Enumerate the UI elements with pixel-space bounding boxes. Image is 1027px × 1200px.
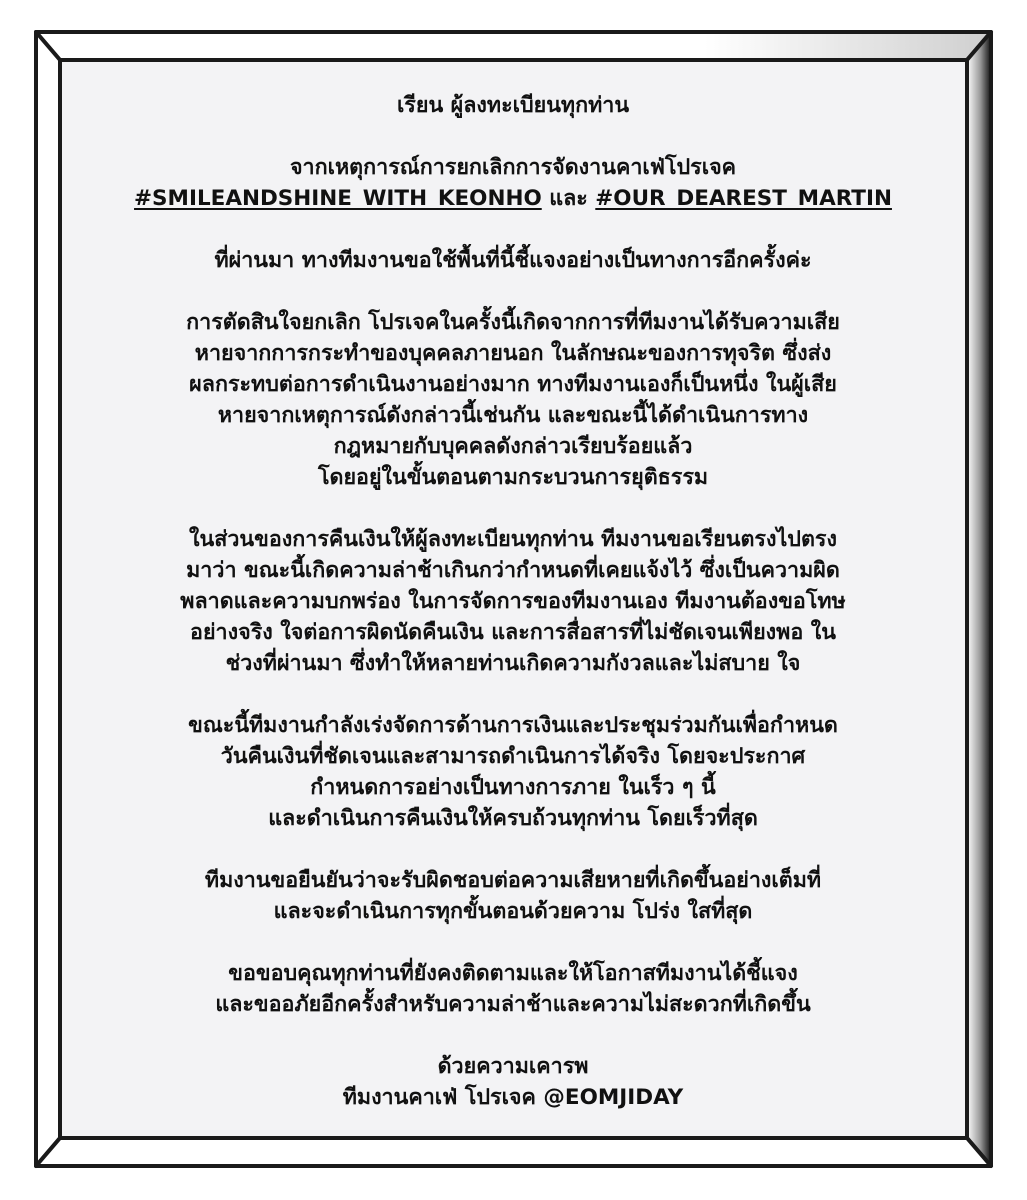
commitment-line: และจะดำเนินการทุกขั้นตอนด้วยความ โปร่ง ใสที่สุด (273, 899, 753, 924)
greeting: เรียน ผู้ลงทะเบียนทุกท่าน (396, 93, 630, 118)
reason-line: กฎหมายกับบุคคลดังกล่าวเรียบร้อยแล้ว (333, 434, 693, 459)
plan-paragraph (85, 710, 941, 834)
intro-paragraph (85, 152, 941, 214)
reason-line: หายจากเหตุการณ์ดังกล่าวนี้เช่นกัน และขณะนี้ได้ดำเนินการทาง (217, 403, 809, 428)
reason-line: โดยอยู่ในขั้นตอนตามกระบวนการยุติธรรม (317, 465, 709, 490)
reason-line: หายจากการกระทำของบุคคลภายนอก ในลักษณะของการทุจริต ซึ่งส่ง (194, 341, 832, 366)
refund-line: พลาดและความบกพร่อง ในการจัดการของทีมงานเอง ทีมงานต้องขอโทษ (180, 589, 846, 614)
signature-text: ทีมงานคาเฟ่ โปรเจค @EOMJIDAY (342, 1085, 684, 1110)
commitment-paragraph (85, 865, 941, 927)
hashtag-line (85, 183, 941, 214)
signature-block (85, 1051, 941, 1113)
refund-line: มาว่า ขณะนี้เกิดความล่าช้าเกินกว่ากำหนดที่เคยแจ้งไว้ ซึ่งเป็นความผิด (186, 558, 840, 583)
announcement-notice (59, 60, 967, 1138)
greeting-paragraph (85, 90, 941, 121)
refund-line: ช่วงที่ผ่านมา ซึ่งทำให้หลายท่านเกิดความกังวลและไม่สบาย ใจ (225, 651, 801, 676)
closing-text: ด้วยความเคารพ (437, 1054, 589, 1079)
intro-line: จากเหตุการณ์การยกเลิกการจัดงานคาเฟ่โปรเจค (289, 155, 737, 180)
hashtag-martin[interactable]: #OUR_DEAREST_MARTIN (595, 186, 892, 211)
plan-line: ขณะนี้ทีมงานกำลังเร่งจัดการด้านการเงินและประชุมร่วมกันเพื่อกำหนด (188, 713, 838, 738)
plan-line: วันคืนเงินที่ชัดเจนและสามารถดำเนินการได้จริง โดยจะประกาศ (220, 744, 806, 769)
conjunction-text: และ (541, 186, 596, 211)
purpose-line: ที่ผ่านมา ทางทีมงานขอใช้พื้นที่นี้ชี้แจงอย่างเป็นทางการอีกครั้งค่ะ (214, 248, 812, 273)
plan-line: กำหนดการอย่างเป็นทางการภาย ในเร็ว ๆ นี้ (310, 775, 716, 800)
hashtag-keonho[interactable]: #SMILEANDSHINE_WITH_KEONHO (134, 186, 542, 211)
refund-paragraph (85, 524, 941, 679)
reason-paragraph (85, 307, 941, 493)
refund-line: อย่างจริง ใจต่อการผิดนัดคืนเงิน และการสื่อสารที่ไม่ชัดเจนเพียงพอ ใน (190, 620, 836, 645)
purpose-paragraph (85, 245, 941, 276)
commitment-line: ทีมงานขอยืนยันว่าจะรับผิดชอบต่อความเสียหายที่เกิดขึ้นอย่างเต็มที่ (204, 868, 822, 893)
thanks-line: และขออภัยอีกครั้งสำหรับความล่าช้าและความไม่สะดวกที่เกิดขึ้น (215, 992, 811, 1017)
plan-line: และดำเนินการคืนเงินให้ครบถ้วนทุกท่าน โดยเร็วที่สุด (268, 806, 758, 831)
reason-line: ผลกระทบต่อการดำเนินงานอย่างมาก ทางทีมงานเองก็เป็นหนึ่ง ในผู้เสีย (189, 372, 837, 397)
refund-line: ในส่วนของการคืนเงินให้ผู้ลงทะเบียนทุกท่าน ทีมงานขอเรียนตรงไปตรง (189, 527, 837, 552)
thanks-line: ขอขอบคุณทุกท่านที่ยังคงติดตามและให้โอกาสทีมงานได้ชี้แจง (228, 961, 798, 986)
reason-line: การตัดสินใจยกเลิก โปรเจคในครั้งนี้เกิดจากการที่ทีมงานได้รับความเสีย (186, 310, 840, 335)
thanks-paragraph (85, 958, 941, 1020)
